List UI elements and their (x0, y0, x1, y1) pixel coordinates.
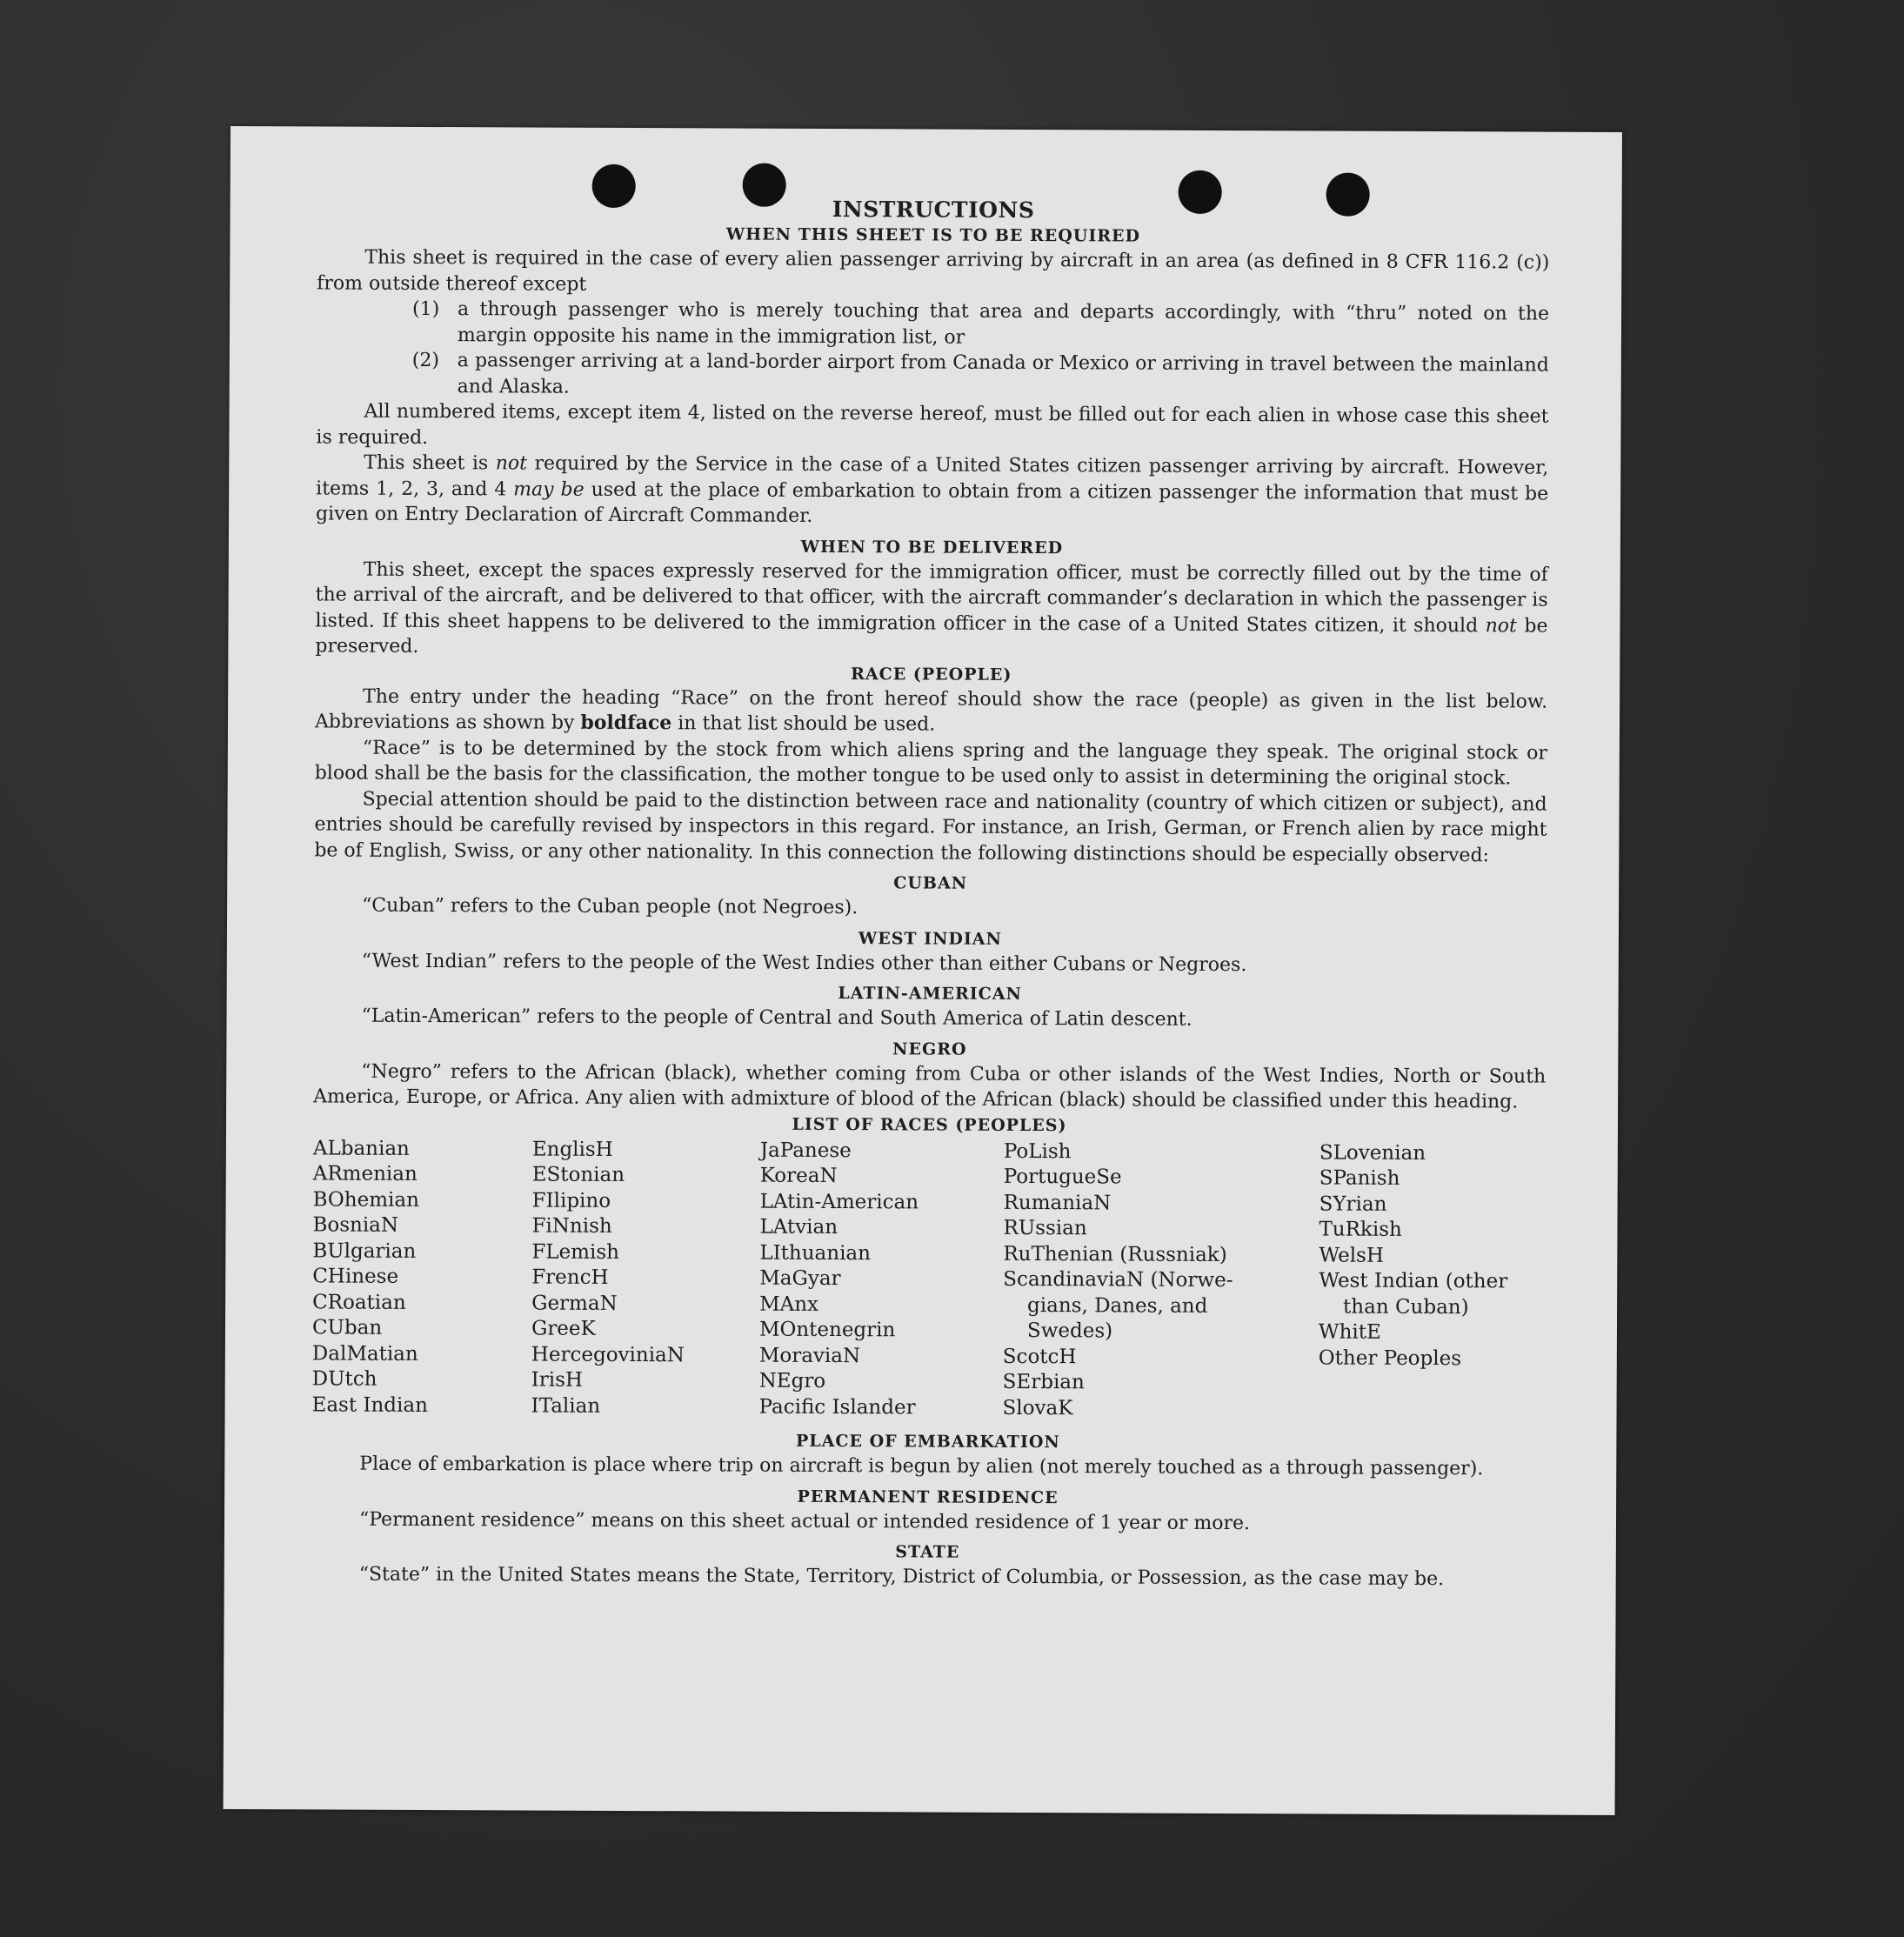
heading-west-indian: WEST INDIAN (858, 928, 1002, 949)
race-entry: ALbanian (312, 1136, 410, 1160)
race-entry: WhitE (1318, 1320, 1381, 1344)
race-entry: DUtch (311, 1367, 377, 1391)
race-entry: CRoatian (312, 1290, 406, 1314)
race-entry: ScandinaviaN (Norwe- (1003, 1267, 1233, 1292)
race-entry: SErbian (1002, 1370, 1085, 1394)
race-entry: FrencH (531, 1266, 609, 1289)
exception-number: (1) (412, 297, 440, 321)
race-entry: EStonian (531, 1163, 625, 1186)
citizen-paragraph: This sheet is not required by the Service in the case of a United States citizen passenger arriving by aircraft. However, items 1, 2, 3, and 4 may be used at the place of embarkation to obtain from a citizen passenger the information that must be given on Entry Declaration of Aircraft Commander. (316, 451, 1549, 527)
page-title: INSTRUCTIONS (832, 197, 1035, 224)
residence-definition: “Permanent residence” means on this sheet actual or intended residence of 1 year or more. (358, 1508, 1251, 1534)
race-entry: RumaniaN (1003, 1191, 1112, 1214)
race-entry: ScotcH (1002, 1345, 1077, 1368)
race-entry: CHinese (312, 1265, 399, 1288)
races-column-4 (1003, 1139, 1319, 1422)
race-entry: East Indian (311, 1393, 429, 1417)
races-column-5 (1319, 1140, 1546, 1424)
exception-item (412, 297, 1549, 353)
race-entry: Other Peoples (1318, 1346, 1462, 1370)
race-entry: RuThenian (Russniak) (1003, 1242, 1227, 1266)
race-paragraph-2: “Race” is to be determined by the stock from which aliens spring and the language they speak. The original stock or blood shall be the basis for the classification, the mother tongue to be used only to assist in determining the original stock. (314, 737, 1547, 790)
race-entry-continued: gians, Danes, and (1027, 1293, 1208, 1318)
heading-embarkation: PLACE OF EMBARKATION (795, 1431, 1060, 1453)
heading-state: STATE (895, 1542, 960, 1562)
races-list (312, 1136, 1546, 1424)
race-entry: SYrian (1319, 1192, 1387, 1216)
races-column-1 (312, 1136, 532, 1419)
race-entry: TuRkish (1319, 1218, 1402, 1241)
race-entry-continued: than Cuban) (1343, 1295, 1469, 1319)
exception-number: (2) (411, 349, 440, 372)
race-entry: EnglisH (531, 1138, 613, 1161)
heading-latin-american: LATIN-AMERICAN (838, 984, 1022, 1004)
state-definition: “State” in the United States means the State, Territory, District of Columbia, or Possession, as the case may be. (358, 1563, 1445, 1591)
race-entry: BOhemian (312, 1187, 419, 1212)
heading-race: RACE (PEOPLE) (851, 664, 1012, 685)
race-entry: MaGyar (759, 1266, 841, 1291)
races-column-3 (759, 1138, 1004, 1421)
race-entry: LAtin-American (759, 1190, 919, 1213)
race-entry: IrisH (531, 1368, 584, 1392)
race-paragraph-3: Special attention should be paid to the distinction between race and nationality (country of which citizen or subject), and entries should be carefully revised by inspectors in this regard. For instance, an Irish, German, or French alien by race might be of English, Swiss, or any other nationality. In this connection the following distinctions should be especially observed: (314, 788, 1547, 866)
heading-list-of-races: LIST OF RACES (PEOPLES) (792, 1114, 1067, 1135)
heading-negro: NEGRO (892, 1039, 967, 1059)
race-entry: CUban (311, 1316, 383, 1339)
delivered-paragraph: This sheet, except the spaces expressly reserved for the immigration officer, must be correctly filled out by the time of the arrival of the aircraft, and be delivered to that officer, with the aircraft commander’s declaration in which the passenger is listed. If this sheet happens to be delivered to the immigration officer in the case of a United States citizen, it should not be preserved. (315, 558, 1548, 658)
race-entry: LIthuanian (759, 1241, 872, 1265)
race-entry: PoLish (1003, 1139, 1072, 1163)
race-entry: ITalian (531, 1394, 601, 1418)
race-entry: WelsH (1319, 1243, 1384, 1267)
exception-text: a passenger arriving at a land-border airport from Canada or Mexico or arriving in travel between the mainland and Alaska. (457, 350, 1549, 398)
race-entry: BUlgarian (312, 1239, 417, 1263)
race-entry: DalMatian (311, 1341, 418, 1366)
races-column-2 (531, 1137, 760, 1420)
latin-american-definition: “Latin-American” refers to the people of Central and South America of Latin descent. (361, 1005, 1193, 1031)
race-entry: SPanish (1319, 1166, 1400, 1190)
heading-delivered: WHEN TO BE DELIVERED (800, 537, 1064, 558)
race-entry: FIlipino (531, 1189, 611, 1212)
document-body (311, 194, 1550, 1593)
exception-item (412, 348, 1549, 404)
exception-text: a through passenger who is merely touching that area and departs accordingly, with “thru” noted on the margin opposite his name in the immigration list, or (457, 298, 1550, 349)
race-entry: MoraviaN (758, 1344, 861, 1367)
race-entry: FLemish (531, 1240, 620, 1264)
heading-cuban: CUBAN (893, 873, 968, 893)
race-entry: SLovenian (1319, 1140, 1426, 1165)
race-entry: SlovaK (1002, 1396, 1073, 1419)
race-entry: KoreaN (759, 1164, 838, 1188)
race-entry: RUssian (1003, 1216, 1087, 1240)
race-entry: MAnx (759, 1292, 819, 1316)
embarkation-definition: Place of embarkation is place where trip on aircraft is begun by alien (not merely touched as a through passenger). (359, 1453, 1484, 1480)
race-entry: GreeK (531, 1317, 596, 1340)
instruction-sheet (224, 126, 1622, 1815)
cuban-definition: “Cuban” refers to the Cuban people (not Negroes). (362, 894, 858, 919)
required-intro: This sheet is required in the case of every alien passenger arriving by aircraft in an area (as defined in 8 CFR 116.2 (c)) from outside thereof except (317, 246, 1550, 296)
race-entry: MOntenegrin (758, 1318, 896, 1342)
race-entry: ARmenian (312, 1162, 418, 1186)
race-entry: Pacific Islander (758, 1395, 916, 1419)
race-entry: JaPanese (759, 1139, 852, 1162)
race-entry-continued: Swedes) (1026, 1319, 1113, 1343)
heading-permanent-residence: PERMANENT RESIDENCE (797, 1486, 1059, 1507)
race-entry: GermaN (531, 1292, 618, 1315)
numbered-items-paragraph: All numbered items, except item 4, listed on the reverse hereof, must be filled out for each alien in whose case this sheet is required. (316, 400, 1549, 449)
negro-definition: “Negro” refers to the African (black), whether coming from Cuba or other islands of the West Indies, North or South America, Europe, or Africa. Any alien with admixture of blood of the African (black) should be classified under this heading. (313, 1060, 1547, 1113)
race-entry: HercegoviniaN (531, 1343, 685, 1366)
race-entry: West Indian (other (1319, 1269, 1508, 1293)
race-entry: NEgro (758, 1369, 826, 1393)
race-entry: PortugueSe (1003, 1165, 1122, 1189)
race-paragraph-1: The entry under the heading “Race” on the front hereof should show the race (people) as given in the list below. Abbreviations as shown by boldface in that list should be used. (314, 685, 1548, 736)
west-indian-definition: “West Indian” refers to the people of the West Indies other than either Cubans or Negroes. (361, 950, 1247, 976)
heading-required: WHEN THIS SHEET IS TO BE REQUIRED (725, 224, 1141, 246)
race-entry: FiNnish (531, 1214, 612, 1238)
race-entry: LAtvian (759, 1215, 838, 1239)
race-entry: BosniaN (312, 1213, 399, 1237)
